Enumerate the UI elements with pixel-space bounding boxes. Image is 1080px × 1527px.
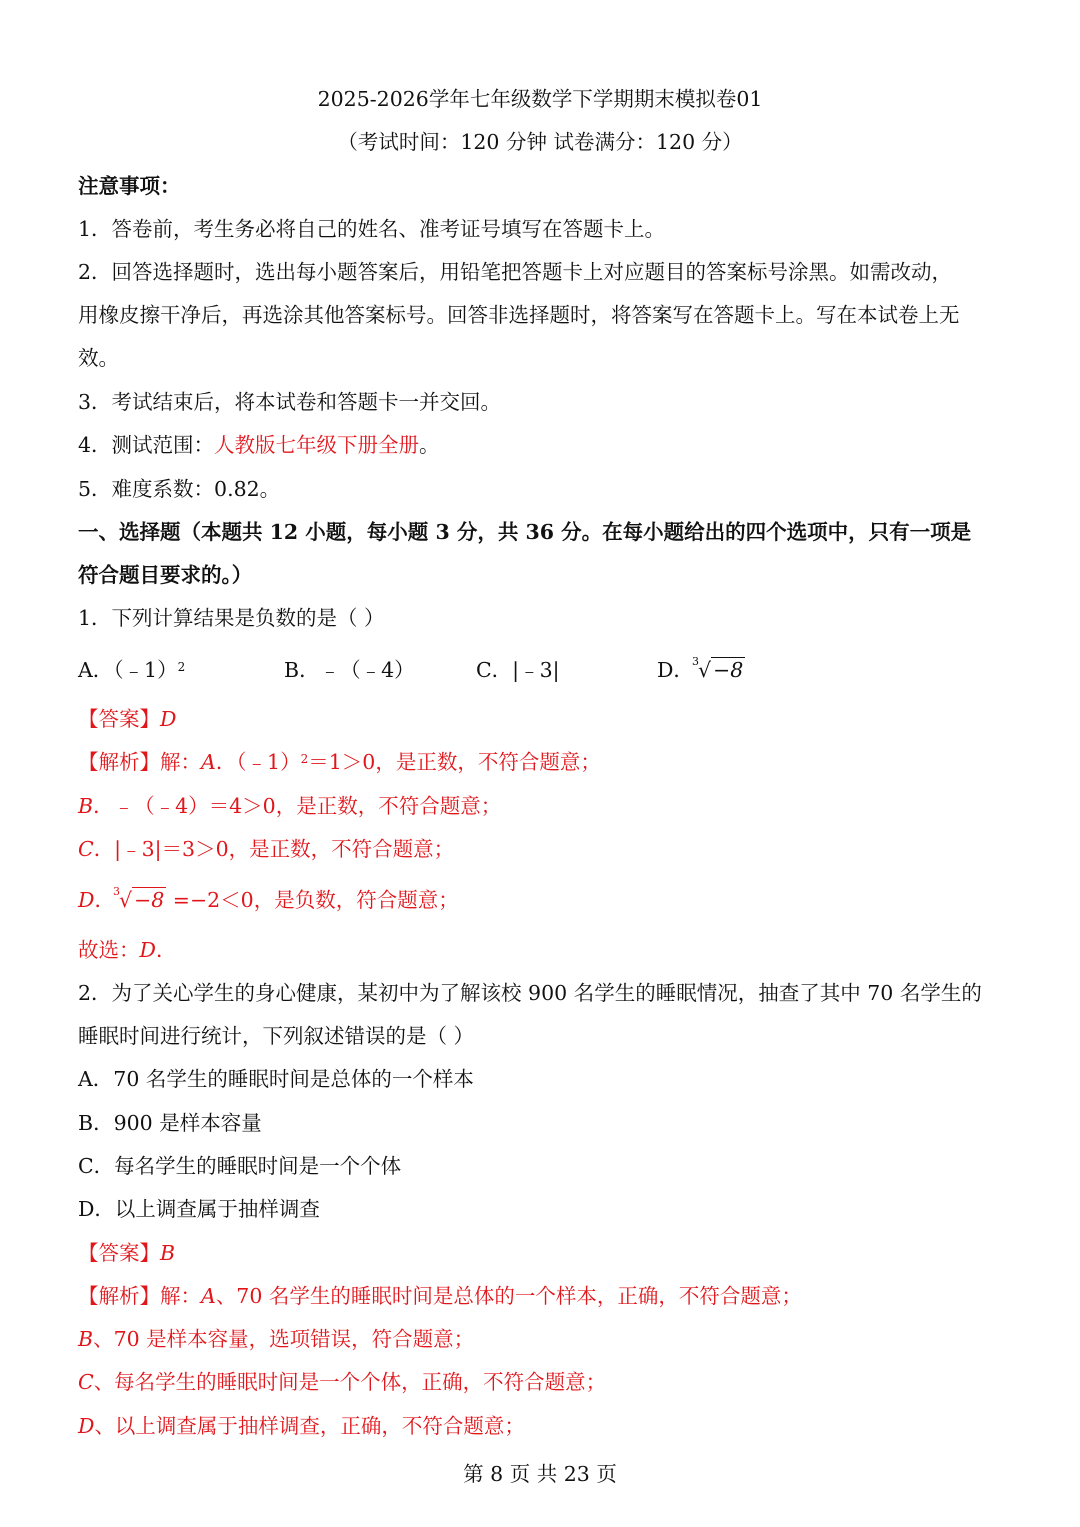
test-scope: 人教版七年级下册全册: [214, 433, 420, 457]
q2-analysis-c-text: 、每名学生的睡眠时间是一个个体，正确，不符合题意；: [93, 1370, 607, 1394]
q2-analysis-c-letter: C: [78, 1370, 94, 1394]
q2-option-b: B．900 是样本容量: [78, 1111, 262, 1135]
q1-option-c: C．|﹣3|: [476, 658, 560, 682]
q2-answer-label: 【答案】: [78, 1241, 160, 1265]
q2-option-c: C．每名学生的睡眠时间是一个个体: [78, 1154, 402, 1178]
note-2-line-2: 用橡皮擦干净后，再选涂其他答案标号。回答非选择题时，将答案写在答题卡上。写在本试卷上无: [78, 303, 960, 327]
q2-analysis-a: [78, 1283, 802, 1309]
q2-stem-line-2: 睡眠时间进行统计，下列叙述错误的是（ ）: [78, 1024, 475, 1048]
q1-analysis-a-text-1: ．（﹣1）: [215, 750, 301, 774]
cube-root-index: 3: [112, 885, 120, 898]
q2-analysis-b-letter: B: [78, 1327, 94, 1351]
notes-heading: 注意事项：: [78, 174, 181, 198]
q1-analysis-d-dot: ．: [94, 888, 115, 912]
q1-analysis-d-letter: D: [78, 888, 95, 912]
q1-option-a-exponent: 2: [177, 660, 186, 674]
q1-analysis-a-text-2: ＝1＞0，是正数，不符合题意；: [308, 750, 601, 774]
q1-analysis-b-letter: B: [78, 794, 94, 818]
q1-option-a: [78, 657, 185, 683]
cube-root-symbol: 3 √−8: [694, 657, 745, 683]
q2-analysis-a-letter: A: [201, 1284, 216, 1308]
q1-conclusion-prefix: 故选：: [78, 938, 140, 962]
cube-root-radicand: −8: [134, 888, 165, 912]
q1-option-d: [657, 657, 745, 683]
note-5: 5．难度系数：0.82。: [78, 477, 281, 501]
q2-analysis-label: 【解析】解：: [78, 1284, 201, 1308]
q2-answer-value: B: [160, 1241, 176, 1265]
q1-analysis-a: [78, 749, 601, 775]
page-number: 第 8 页 共 23 页: [463, 1462, 617, 1486]
exam-subtitle: （考试时间：120 分钟 试卷满分：120 分）: [337, 130, 743, 154]
q1-analysis-b-text: ．﹣（﹣4）＝4＞0，是正数，不符合题意；: [93, 794, 502, 818]
note-1: 1．答卷前，考生务必将自己的姓名、准考证号填写在答题卡上。: [78, 217, 666, 241]
section-heading-line-2: 符合题目要求的。）: [78, 563, 253, 587]
q1-option-b: B．﹣（﹣4）: [284, 658, 415, 682]
q1-conclusion-letter: D: [139, 938, 156, 962]
q1-analysis-c-text: ．|﹣3|＝3＞0，是正数，不符合题意；: [93, 837, 455, 861]
q1-option-a-text: （﹣1）: [113, 658, 178, 682]
q1-analysis-d-text: =−2＜0，是负数，符合题意；: [166, 888, 459, 912]
q2-analysis-d-text: 、以上调查属于抽样调查，正确，不符合题意；: [94, 1414, 525, 1438]
note-4-suffix: 。: [419, 433, 440, 457]
q1-option-d-label: D．: [657, 658, 694, 682]
q1-analysis-c: [78, 836, 454, 862]
note-3: 3．考试结束后，将本试卷和答题卡一并交回。: [78, 390, 502, 414]
q1-answer-value: D: [160, 707, 177, 731]
section-heading-line-1: 一、选择题（本题共 12 小题，每小题 3 分，共 36 分。在每小题给出的四个选项中，只有一项是: [78, 520, 972, 544]
q1-option-a-label: A．: [78, 658, 114, 682]
q2-analysis-c: [78, 1369, 606, 1395]
q1-analysis-a-exponent: 2: [300, 752, 309, 766]
cube-root-symbol: 3 √−8: [115, 887, 166, 913]
q2-option-d: D．以上调查属于抽样调查: [78, 1197, 320, 1221]
q1-analysis-d: [78, 887, 459, 913]
q2-analysis-b-text: 、70 是样本容量，选项错误，符合题意；: [93, 1327, 475, 1351]
note-2-line-1: 2．回答选择题时，选出每小题答案后，用铅笔把答题卡上对应题目的答案标号涂黑。如需改动，: [78, 260, 953, 284]
q1-conclusion: [78, 937, 176, 963]
q1-analysis-label: 【解析】解：: [78, 750, 201, 774]
q1-conclusion-suffix: ．: [155, 938, 177, 962]
q2-analysis-d-letter: D: [78, 1414, 95, 1438]
q2-analysis-b: [78, 1326, 474, 1352]
q2-analysis-a-text: 、70 名学生的睡眠时间是总体的一个样本，正确，不符合题意；: [215, 1284, 802, 1308]
note-4-prefix: 4．测试范围：: [78, 433, 215, 457]
q1-analysis-a-letter: A: [201, 750, 216, 774]
q1-stem: 1．下列计算结果是负数的是（ ）: [78, 606, 385, 630]
q2-stem-line-1: 2．为了关心学生的身心健康，某初中为了解该校 900 名学生的睡眠情况，抽查了其中 70 名学生的: [78, 981, 982, 1005]
q2-option-a: A．70 名学生的睡眠时间是总体的一个样本: [78, 1067, 474, 1091]
q1-answer-label: 【答案】: [78, 707, 160, 731]
cube-root-index: 3: [691, 655, 699, 668]
note-2-line-3: 效。: [78, 346, 119, 370]
note-4: [78, 432, 440, 458]
q1-analysis-c-letter: C: [78, 837, 94, 861]
q1-analysis-b: [78, 793, 501, 819]
cube-root-radicand: −8: [713, 658, 744, 682]
q2-answer: [78, 1240, 175, 1266]
q1-answer: [78, 706, 176, 732]
q2-analysis-d: [78, 1413, 525, 1439]
exam-title: 2025-2026学年七年级数学下学期期末模拟卷01: [317, 87, 763, 111]
